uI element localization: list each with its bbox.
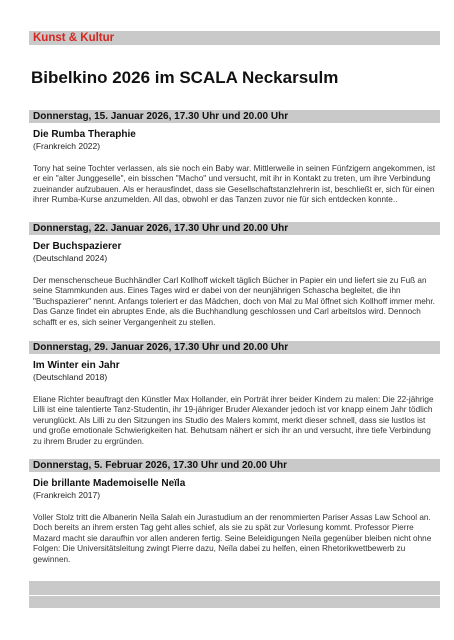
event-date: Donnerstag, 5. Februar 2026, 17.30 Uhr und 20.00 Uhr	[29, 459, 440, 472]
event-title: Die brillante Mademoiselle Neïla	[33, 478, 186, 489]
event-description: Voller Stolz tritt die Albanerin Neïla Salah ein Jurastudium an der renommierten Pariser Assas Law School an. Doch bereits an ihrem ersten Tag geht alles schief, als sie zu spät zur Vorlesung kommt. Professor Pierre Mazard macht sie daraufhin vor allen anderen fertig. Seine Beleidigungen Neïla gegenüber bleiben nicht ohne Folgen: Die Universitätsleitung zwingt Pierre dazu, Neïla dabei zu helfen, einen Rhetorikwettbewerb zu gewinnen.	[33, 513, 432, 564]
event-origin: (Frankreich 2017)	[33, 490, 101, 500]
event-description: Eliane Richter beauftragt den Künstler Max Hollander, ein Porträt ihrer beider Kindern zu malen: Die 22-jährige Lilli ist eine talentierte Tanz-Studentin, ihr 19-jähriger Bruder Alexander jedoch ist vor knapp einem Jahr tödlich verunglückt. Als Lilli zu den Sitzungen ins Studio des Malers kommt, merkt dieser schnell, dass sie lustlos ist und große emotionale Schwierigkeiten hat. Behutsam nähert er sich ihr an und versucht, ihre tiefe Verbindung zu ihrem Bruder zu ergründen.	[33, 395, 434, 446]
event-origin: (Deutschland 2018)	[33, 372, 108, 382]
event-block	[29, 222, 440, 328]
event-block	[29, 341, 440, 447]
event-origin: (Frankreich 2022)	[33, 141, 101, 151]
event-description: Tony hat seine Tochter verlassen, als sie noch ein Baby war. Mittlerweile in seinen Fünfzigern angekommen, ist er ein "alter Junggeselle", ein bisschen "Macho" und versucht, mit ihr in Kontakt zu treten, um ihre Verbindung zueinander aufzubauen. Als er herausfindet, dass sie Gesellschaftstanzlehrerin ist, beschließt er, sich für einen ihrer Rumba-Kurse anzumelden. All das, obwohl er das Tanzen zuvor nie für sich entdecken konnte..	[33, 164, 436, 205]
event-title: Der Buchspazierer	[33, 241, 122, 252]
event-block	[29, 110, 440, 206]
section-label: Kunst & Kultur	[33, 32, 115, 44]
event-block	[29, 459, 440, 565]
event-title: Die Rumba Theraphie	[33, 129, 136, 140]
event-date: Donnerstag, 15. Januar 2026, 17.30 Uhr und 20.00 Uhr	[29, 110, 440, 123]
page-title: Bibelkino 2026 im SCALA Neckarsulm	[31, 68, 339, 87]
event-title: Im Winter ein Jahr	[33, 360, 120, 371]
section-header-bar	[29, 31, 440, 45]
footer-bar-lower	[29, 596, 440, 608]
footer-bar-upper	[29, 581, 440, 595]
event-date: Donnerstag, 29. Januar 2026, 17.30 Uhr und 20.00 Uhr	[29, 341, 440, 354]
event-description: Der menschenscheue Buchhändler Carl Kollhoff wickelt täglich Bücher in Papier ein und liefert sie zu Fuß an seine Stammkunden aus. Eines Tages wird er dabei von der neunjährigen Schascha begleitet, die ihn "Buchspazierer" nennt. Anfangs toleriert er das Mädchen, doch von Mal zu Mal öffnet sich Kollhoff immer mehr. Das Ganze findet ein abruptes Ende, als die Buchhandlung geschlossen und Carl arbeitslos wird. Dennoch schafft er es, sich seiner Vergangenheit zu stellen.	[33, 276, 435, 327]
event-origin: (Deutschland 2024)	[33, 253, 108, 263]
event-date: Donnerstag, 22. Januar 2026, 17.30 Uhr und 20.00 Uhr	[29, 222, 440, 235]
